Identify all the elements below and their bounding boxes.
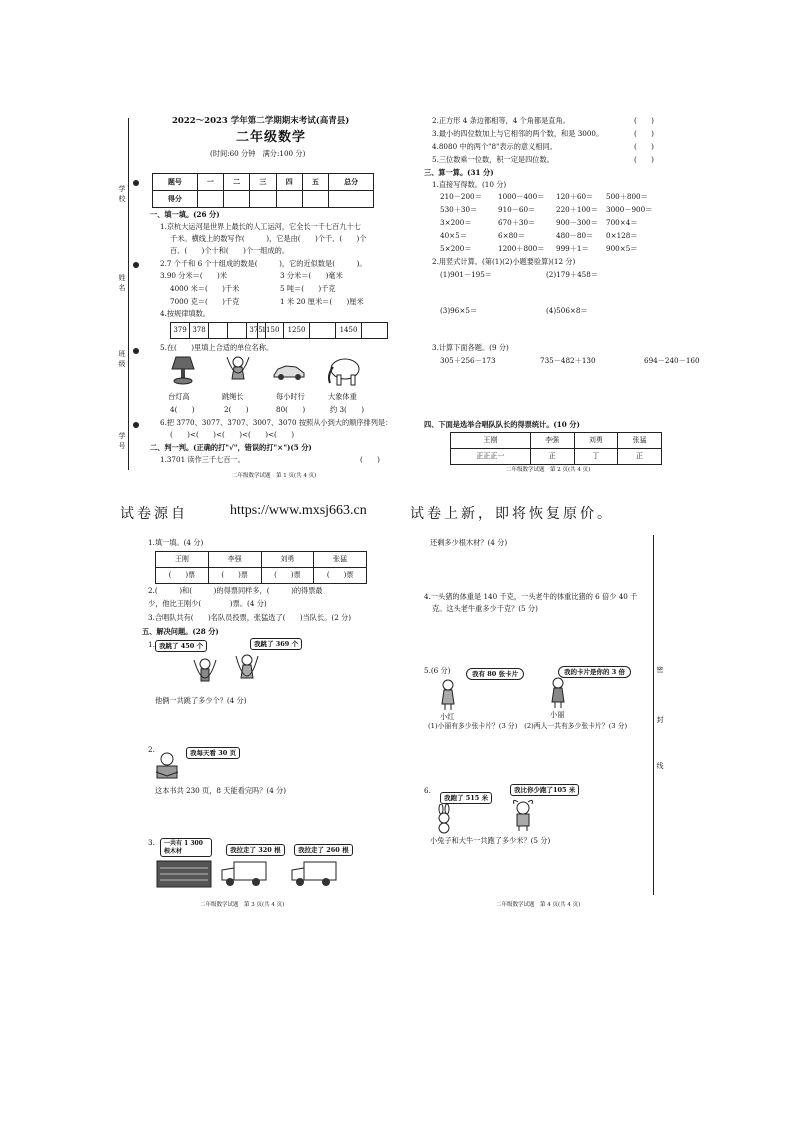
calc-cell: 6×80＝ (498, 231, 525, 240)
vote-blank[interactable]: ( )票 (261, 568, 314, 584)
candidate-name: 王刚 (156, 552, 209, 568)
binding-hole (133, 262, 139, 268)
seq-cell: 375 (247, 323, 266, 339)
calc-cell: 3000－900＝ (606, 205, 653, 214)
score-cell[interactable] (197, 191, 223, 208)
truck-icon (290, 860, 338, 888)
candidate-name: 李强 (530, 433, 574, 449)
calc-cell: 480－80＝ (556, 231, 594, 240)
calc-2-title: 2.用竖式计算。(第(1)(2)小题要验算)(12 分) (432, 257, 576, 266)
candidate-name: 刘勇 (574, 433, 618, 449)
truck-icon (220, 860, 268, 888)
q4-sequence-1 (170, 322, 266, 339)
lamp-icon (170, 355, 196, 385)
speech-bubble: 我跑了 515 米 (440, 792, 492, 804)
bull-icon (510, 798, 536, 832)
judge-paren[interactable]: ( ) (360, 455, 380, 464)
fill-2-line-a: 2.( )和( )的得票同样多，( )的得票最 (148, 586, 323, 595)
score-header: 总分 (329, 174, 374, 191)
tally-mark: 正正正一 (451, 449, 531, 465)
judge-paren[interactable]: ( ) (634, 155, 654, 164)
calc-cell: 1000－400＝ (498, 192, 545, 201)
problem-6-question: 小兔子和大牛一共跑了多少米？(5 分) (430, 836, 551, 845)
calc-cell: 5×200＝ (440, 244, 472, 253)
name-label: 小红 (440, 712, 455, 721)
binding-line (128, 118, 129, 470)
q4-text: 4.按规律填数。 (160, 309, 210, 318)
score-cell[interactable] (302, 191, 328, 208)
page-4 (410, 530, 794, 910)
q5-blank[interactable]: 80( ) (276, 405, 306, 414)
score-cell[interactable] (329, 191, 374, 208)
judge-paren[interactable]: ( ) (634, 129, 654, 138)
seq-cell: 379 (171, 323, 190, 339)
q4-sequence-2 (257, 322, 388, 339)
side-label: 姓 (118, 274, 126, 282)
vote-table (155, 551, 367, 584)
judge-5: 5.三位数乘一位数，积一定是四位数。 (432, 155, 554, 164)
watermark-url[interactable]: https://www.mxsj663.cn (230, 503, 367, 518)
calc-cell: 120＋60＝ (556, 192, 594, 201)
problem-2-question: 这本书共 230 页，8 天能看完吗？(4 分) (155, 786, 287, 795)
side-label: 班 (118, 350, 126, 358)
vertical-calc: (4)506×8＝ (546, 306, 588, 315)
q6-line-b: ( )<( )<( )<( )<( ) (170, 430, 295, 439)
calc-cell: 670＋30＝ (498, 218, 536, 227)
score-row-label: 得分 (153, 191, 198, 208)
calc-1-title: 1.直接写得数。(10 分) (432, 180, 507, 189)
judge-paren[interactable]: ( ) (634, 142, 654, 151)
seq-cell: 1450 (336, 323, 362, 339)
q3-item: 4000 米＝( )千米 (170, 284, 240, 293)
score-header: 题号 (153, 174, 198, 191)
candidate-name: 李强 (208, 552, 261, 568)
q1-line-c: 百、( )个十和( )个一组成的。 (170, 246, 290, 255)
q3-item: 3.90 分米＝( )米 (160, 271, 228, 280)
girl-xiaoli-icon (546, 676, 570, 710)
q5-item: 台灯高 (168, 392, 190, 401)
speech-bubble: 我跳了 450 个 (155, 640, 207, 652)
vertical-calc: (1)901－195＝ (440, 270, 492, 279)
side-label: 密 (656, 666, 664, 674)
binding-hole (133, 348, 139, 354)
exam-title: 二年级数学 (236, 130, 307, 145)
seq-cell[interactable] (209, 323, 228, 339)
candidate-name: 张猛 (314, 552, 367, 568)
side-label: 名 (118, 284, 126, 292)
tally-table (450, 432, 662, 465)
sign-label: 一共有 1 300 根木材 (160, 838, 212, 857)
calc-cell: 900×5＝ (606, 244, 638, 253)
score-header: 二 (224, 174, 250, 191)
judge-2: 2.正方形 4 条边都相等，4 个角都是直角。 (432, 116, 570, 125)
calc-cell: 210－200＝ (440, 192, 482, 201)
boy-jumping-icon (190, 656, 220, 692)
section-5-title: 五、解决问题。(28 分) (142, 627, 219, 636)
seq-cell: 1150 (258, 323, 284, 339)
tally-mark: 丁 (574, 449, 618, 465)
side-label: 级 (118, 360, 126, 368)
q5-item: 大象体重 (328, 392, 357, 401)
q5-blank[interactable]: 2( ) (224, 405, 249, 414)
q5-item: 每小时行 (276, 392, 305, 401)
vote-blank[interactable]: ( )票 (208, 568, 261, 584)
exam-header: 2022～2023 学年第二学期期末考试(高青县) (172, 116, 350, 126)
score-header: 五 (302, 174, 328, 191)
q1-line-a: 1.京杭大运河是世界上最长的人工运河，它全长一千七百九十七 (160, 222, 361, 231)
watermark-right: 试卷上新，即将恢复原价。 (410, 506, 614, 522)
problem-4-line-b: 克。这头老牛重多少千克？(5 分) (432, 604, 538, 613)
mixed-calc: 694－240－160 (644, 356, 700, 365)
binding-line (653, 535, 654, 895)
vertical-calc: (2)179＋458＝ (546, 270, 598, 279)
calc-cell: 900－300＝ (556, 218, 598, 227)
watermark-left: 试卷源自 (120, 506, 188, 522)
problem-4-line-a: 4.一头猪的体重是 140 千克，一头老牛的体重比猪的 6 倍少 40 千 (424, 592, 638, 601)
candidate-name: 王刚 (451, 433, 531, 449)
reading-boy-icon (152, 750, 182, 784)
binding-hole (133, 422, 139, 428)
side-label: 学 (118, 185, 126, 193)
judge-3: 3.最小的四位数加上与它相邻的两个数，和是 3000。 (432, 129, 604, 138)
calc-cell: 3×200＝ (440, 218, 472, 227)
calc-3-title: 3.计算下面各题。(9 分) (432, 343, 509, 352)
side-label: 学 (118, 432, 126, 440)
fill-2-line-b: 少，他比王刚少( )票。(4 分) (148, 599, 267, 608)
vertical-calc: (3)96×5＝ (440, 306, 478, 315)
problem-3-cont: 还剩多少根木材？(4 分) (430, 538, 508, 547)
vote-blank[interactable]: ( )票 (314, 568, 367, 584)
calc-cell: 40×5＝ (440, 231, 467, 240)
q3-item: 3 分米＝( )毫米 (280, 271, 343, 280)
q5-item: 跳绳长 (222, 392, 244, 401)
page-1 (0, 0, 410, 490)
judge-4: 4.8080 中的两个"8"表示的意义相同。 (432, 142, 557, 151)
problem-3-number: 3. (148, 838, 155, 847)
q3-item: 7000 克＝( )千克 (170, 297, 240, 306)
calc-cell: 1200＋800＝ (498, 244, 545, 253)
name-label: 小丽 (550, 710, 565, 719)
q5-text: 5.在( )里填上合适的单位名称。 (160, 343, 274, 352)
tally-mark: 正 (618, 449, 662, 465)
calc-cell: 530＋30＝ (440, 205, 478, 214)
girl-xiaohong-icon (436, 678, 460, 712)
problem-1-number: 1. (148, 640, 155, 649)
girl-jumping-icon (232, 652, 262, 692)
page-footer: 二年级数学试题 第 4 页(共 4 页) (496, 902, 581, 908)
problem-2-number: 2. (148, 745, 155, 754)
speech-bubble: 我跳了 369 个 (250, 638, 302, 650)
q2-text: 2.7 个千和 6 个十组成的数是( )，它的近似数是( )。 (160, 259, 367, 268)
side-label: 线 (656, 762, 664, 770)
speech-bubble: 我的卡片是你的 3 倍 (558, 666, 631, 678)
score-table (152, 173, 374, 208)
judge-1: 1.3701 读作三千七百一。 (160, 455, 245, 464)
seq-cell: 1250 (284, 323, 310, 339)
judge-paren[interactable]: ( ) (634, 116, 654, 125)
binding-hole (133, 180, 139, 186)
fill-1-title: 1.填一填。(4 分) (148, 538, 204, 547)
mixed-calc: 735－482＋130 (540, 356, 596, 365)
speech-bubble: 我比你少跑了105 米 (510, 784, 579, 796)
page-2 (410, 0, 794, 490)
car-icon (272, 362, 306, 382)
seq-cell: 378 (190, 323, 209, 339)
speech-bubble: 我拉走了 260 根 (294, 844, 353, 856)
candidate-name: 刘勇 (261, 552, 314, 568)
calc-cell: 910－60＝ (498, 205, 536, 214)
speech-bubble: 我拉走了 320 根 (226, 844, 285, 856)
side-label: 号 (118, 442, 126, 450)
side-label: 封 (656, 716, 664, 724)
q5-blank[interactable]: 约 3( ) (330, 405, 365, 414)
score-header: 四 (276, 174, 302, 191)
score-cell[interactable] (276, 191, 302, 208)
page-footer: 二年级数学试题 第 2 页(共 4 页) (506, 467, 591, 473)
page-footer: 二年级数学试题 第 3 页(共 4 页) (200, 902, 285, 908)
side-label: 校 (118, 195, 126, 203)
page-footer: 二年级数学试题 第 1 页(共 4 页) (232, 473, 317, 479)
tally-mark: 正 (530, 449, 574, 465)
calc-cell: 220＋100＝ (556, 205, 598, 214)
calc-cell: 700×4＝ (606, 218, 638, 227)
calc-cell: 500＋800＝ (606, 192, 648, 201)
q1-line-b: 千米。横线上的数写作( )，它是由( )个千、( )个 (170, 234, 367, 243)
section-4-title: 四、下面是选举合唱队队长的得票统计。(10 分) (424, 420, 580, 429)
calc-cell: 0×128＝ (606, 231, 638, 240)
seq-cell[interactable] (362, 323, 388, 339)
seq-cell[interactable] (310, 323, 336, 339)
problem-1-question: 他俩一共跳了多少个？(4 分) (155, 696, 247, 705)
q3-item: 5 吨＝( )千克 (280, 284, 336, 293)
problem-6-number: 6. (424, 786, 431, 795)
problem-5-number: 5.(6 分) (424, 666, 451, 675)
q6-line-a: 6.把 3770、3077、3707、3007、3070 按照从小到大的顺序排列是： (160, 418, 393, 427)
speech-bubble: 我每天看 30 页 (186, 747, 240, 759)
page-3 (0, 530, 410, 908)
mixed-calc: 305＋256－173 (440, 356, 496, 365)
score-cell[interactable] (224, 191, 250, 208)
q3-item: 1 米 20 厘米＝( )厘米 (280, 297, 364, 306)
problem-5-question: (1)小丽有多少张卡片？(3 分) (2)两人一共有多少张卡片？(3 分) (428, 722, 628, 730)
section-2-title: 二、判一判。(正确的打"√"，错误的打"×")(5 分) (150, 443, 312, 452)
section-3-title: 三、算一算。(31 分) (424, 168, 494, 177)
speech-bubble: 我有 80 张卡片 (466, 668, 524, 680)
q5-blank[interactable]: 4( ) (170, 405, 195, 414)
section-1-title: 一、填一填。(26 分) (150, 210, 220, 219)
jump-rope-girl-icon (224, 355, 252, 387)
rabbit-icon (434, 804, 454, 834)
fill-3: 3.合唱队共有( )名队员投票，张猛选了( )当队长。(2 分) (148, 613, 352, 622)
score-header: 一 (197, 174, 223, 191)
score-header: 三 (250, 174, 276, 191)
vote-blank[interactable]: ( )票 (156, 568, 209, 584)
candidate-name: 张猛 (618, 433, 662, 449)
wood-pile-icon (156, 860, 212, 888)
seq-cell[interactable] (228, 323, 247, 339)
exam-subtitle: (时间:60 分钟 满分:100 分) (210, 149, 306, 158)
score-cell[interactable] (250, 191, 276, 208)
elephant-icon (325, 355, 363, 387)
calc-cell: 999＋1＝ (556, 244, 589, 253)
